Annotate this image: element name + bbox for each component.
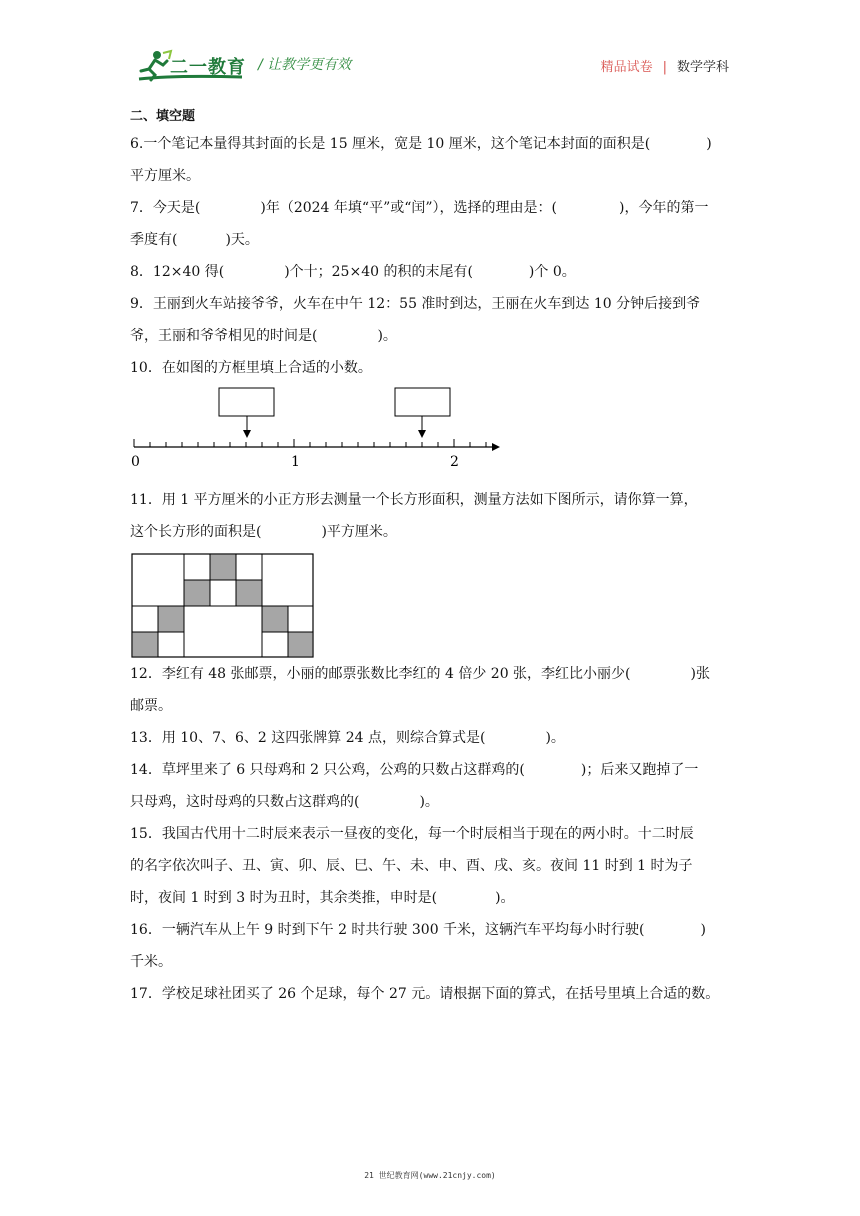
q14-text-c: 只母鸡，这时母鸡的只数占这群鸡的( [130,794,360,810]
q14-text-d: )。 [419,794,439,810]
q7-text-a: 7．今天是( [130,200,201,216]
q14-text-a: 14．草坪里来了 6 只母鸡和 2 只公鸡，公鸡的只数占这群鸡的( [130,762,525,778]
arrow-head-1 [243,430,251,438]
q13-text-a: 13．用 10、7、6、2 这四张牌算 24 点，则综合算式是( [130,730,486,746]
question-8 [130,256,732,288]
q12-text-a: 12．李红有 48 张邮票，小丽的邮票张数比李红的 4 倍少 20 张，李红比小丽少( [130,666,631,682]
question-14 [130,754,732,818]
q16-line2: 千米。 [130,954,172,970]
q8-text-b: )个十；25×40 的积的末尾有( [284,264,473,280]
q7-text-b: )年（2024 年填“平”或“闰”），选择的理由是：( [260,200,558,216]
number-line-arrow [492,443,500,451]
q7-text-e: )天。 [225,232,259,248]
question-17 [130,978,732,1010]
question-9 [130,288,732,352]
q7-text-d: 季度有( [130,232,178,248]
number-line-ticks [134,439,486,447]
q6-close: ) [706,136,712,152]
q9-text-a: 爷，王丽和爷爷相见的时间是( [130,328,318,344]
shaded-square [288,632,313,657]
q16-text-b: ) [700,922,706,938]
question-10 [130,352,732,384]
tick-label-2: 2 [450,454,459,470]
question-6 [130,128,732,192]
header-right [601,56,729,75]
rectangle-grid-svg [130,552,320,662]
page-footer: 21 世纪教育网(www.21cnjy.com) [364,1171,496,1180]
number-line-svg [130,384,530,484]
q10-text: 10．在如图的方框里填上合适的小数。 [130,360,372,376]
q9-text-b: )。 [377,328,397,344]
question-15 [130,818,732,914]
page-header [0,0,860,100]
q14-text-b: )；后来又跑掉了一 [580,762,699,778]
q13-text-b: )。 [545,730,565,746]
shaded-square [236,580,262,606]
subject-label: 数学学科 [676,60,729,75]
q15-line1: 15．我国古代用十二时辰来表示一昼夜的变化，每一个时辰相当于现在的两小时。十二时辰 [130,826,694,842]
q6-line1: 6.一个笔记本量得其封面的长是 15 厘米，宽是 10 厘米，这个笔记本封面的面积是( [130,136,651,152]
shaded-square [184,580,210,606]
question-13 [130,722,732,754]
number-line-figure [130,384,732,484]
q11-text-a: 这个长方形的面积是( [130,524,262,540]
rectangle-grid-figure [130,548,732,658]
q15-text-a: 时，夜间 1 时到 3 时为丑时，其余类推，申时是( [130,890,438,906]
q15-text-b: )。 [495,890,515,906]
q6-line2: 平方厘米。 [130,168,200,184]
paper-tag: 精品试卷 [600,60,653,75]
q9-line1: 9．王丽到火车站接爷爷，火车在中午 12：55 准时到达，王丽在火车到达 10 分钟后接到爷 [130,296,701,312]
question-content [130,104,732,1010]
arrow-head-2 [418,430,426,438]
question-16 [130,914,732,978]
q8-text-c: )个 0。 [528,264,576,280]
q12-line2: 邮票。 [130,698,172,714]
q16-text-a: 16．一辆汽车从上午 9 时到下午 2 时共行驶 300 千米，这辆汽车平均每小时行驶( [130,922,645,938]
q8-text-a: 8．12×40 得( [130,264,225,280]
brand-slogan: / 让教学更有效 [258,57,352,73]
question-12 [130,658,732,722]
question-7 [130,192,732,256]
shaded-square [210,554,236,580]
answer-box-1[interactable] [219,388,274,416]
answer-box-2[interactable] [395,388,450,416]
q12-text-b: )张 [690,666,710,682]
tick-label-0: 0 [131,454,140,470]
shaded-square [262,606,288,632]
section-title: 二、填空题 [130,109,196,124]
brand-name: 二一教育 [170,57,246,78]
q7-text-c: )，今年的第一 [619,200,709,216]
q15-line2: 的名字依次叫子、丑、寅、卯、辰、巳、午、未、申、酉、戌、亥。夜间 11 时到 1 时为子 [130,858,693,874]
header-separator: | [662,60,667,75]
tick-label-1: 1 [291,454,300,470]
q11-line1: 11．用 1 平方厘米的小正方形去测量一个长方形面积，测量方法如下图所示，请你算一算， [130,492,698,508]
shaded-square [132,632,158,657]
shaded-square [158,606,184,632]
q17-text: 17．学校足球社团买了 26 个足球，每个 27 元。请根据下面的算式，在括号里填上合适的数。 [130,986,720,1002]
question-11 [130,484,732,548]
q11-text-b: )平方厘米。 [321,524,397,540]
